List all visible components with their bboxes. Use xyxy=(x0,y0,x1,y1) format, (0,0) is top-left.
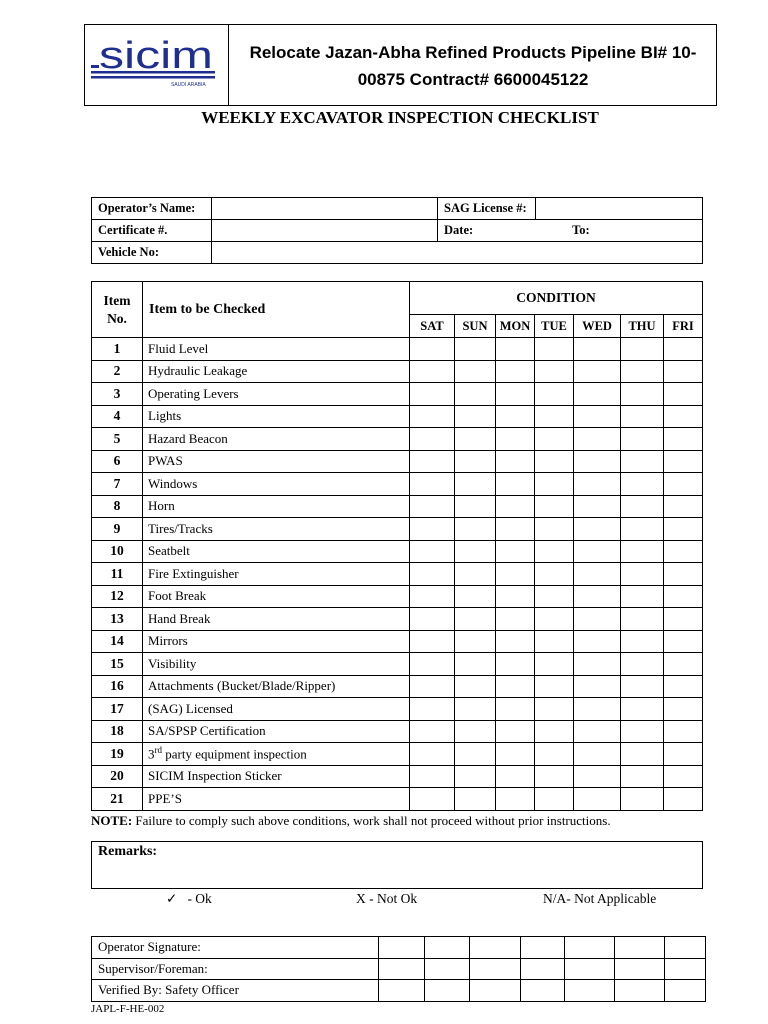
checklist-row xyxy=(92,450,703,473)
condition-cell-sat[interactable] xyxy=(410,405,455,428)
condition-cell-sat[interactable] xyxy=(410,473,455,496)
item-label: Hydraulic Leakage xyxy=(143,360,410,383)
item-number: 13 xyxy=(92,608,143,631)
signature-table xyxy=(91,936,706,1002)
condition-cell-tue[interactable] xyxy=(535,765,574,788)
signature-row xyxy=(92,958,706,980)
condition-cell-sun[interactable] xyxy=(455,585,496,608)
vehicle-field[interactable] xyxy=(212,242,703,264)
condition-cell-wed[interactable] xyxy=(574,608,621,631)
checklist-row xyxy=(92,698,703,721)
condition-cell-mon[interactable] xyxy=(496,675,535,698)
item-number: 5 xyxy=(92,428,143,451)
remarks-label: Remarks: xyxy=(98,844,158,859)
condition-cell-tue[interactable] xyxy=(535,450,574,473)
condition-cell-thu[interactable] xyxy=(621,518,664,541)
condition-cell-sun[interactable] xyxy=(455,360,496,383)
checklist-row xyxy=(92,720,703,743)
sicim-logo-icon xyxy=(91,35,221,97)
item-number: 1 xyxy=(92,338,143,361)
signature-cell[interactable] xyxy=(564,937,614,959)
item-number: 16 xyxy=(92,675,143,698)
signature-cell[interactable] xyxy=(424,937,470,959)
sag-license-field[interactable] xyxy=(536,198,703,220)
condition-cell-tue[interactable] xyxy=(535,360,574,383)
checklist-row xyxy=(92,608,703,631)
day-header-fri: FRI xyxy=(664,315,703,338)
signature-cell[interactable] xyxy=(379,958,425,980)
item-label: Hazard Beacon xyxy=(143,428,410,451)
condition-cell-thu[interactable] xyxy=(621,360,664,383)
condition-cell-tue[interactable] xyxy=(535,630,574,653)
condition-cell-mon[interactable] xyxy=(496,428,535,451)
condition-cell-wed[interactable] xyxy=(574,450,621,473)
condition-cell-fri[interactable] xyxy=(664,428,703,451)
condition-cell-fri[interactable] xyxy=(664,630,703,653)
condition-cell-sat[interactable] xyxy=(410,450,455,473)
condition-cell-sat[interactable] xyxy=(410,788,455,811)
condition-cell-wed[interactable] xyxy=(574,585,621,608)
condition-cell-wed[interactable] xyxy=(574,495,621,518)
condition-cell-wed[interactable] xyxy=(574,630,621,653)
condition-cell-tue[interactable] xyxy=(535,788,574,811)
condition-cell-fri[interactable] xyxy=(664,765,703,788)
item-label: Seatbelt xyxy=(143,540,410,563)
signature-cell[interactable] xyxy=(520,980,564,1002)
checklist-row xyxy=(92,338,703,361)
signature-cell[interactable] xyxy=(424,980,470,1002)
condition-cell-wed[interactable] xyxy=(574,428,621,451)
condition-cell-thu[interactable] xyxy=(621,450,664,473)
condition-cell-sun[interactable] xyxy=(455,630,496,653)
condition-cell-thu[interactable] xyxy=(621,338,664,361)
note-text: NOTE: Failure to comply such above conditions, work shall not proceed without prior instructions. xyxy=(91,813,611,828)
item-number: 11 xyxy=(92,563,143,586)
item-number: 14 xyxy=(92,630,143,653)
sag-license-label: SAG License #: xyxy=(438,198,536,220)
inspection-checklist-table xyxy=(91,281,703,811)
condition-cell-fri[interactable] xyxy=(664,360,703,383)
operator-name-label: Operator’s Name: xyxy=(92,198,212,220)
svg-text:sicim: sicim xyxy=(99,35,213,77)
condition-cell-sun[interactable] xyxy=(455,698,496,721)
remarks-box[interactable] xyxy=(91,841,703,889)
project-title: Relocate Jazan-Abha Refined Products Pipeline BI# 10- 00875 Contract# 6600045122 xyxy=(249,43,697,89)
condition-cell-sat[interactable] xyxy=(410,563,455,586)
item-label: (SAG) Licensed xyxy=(143,698,410,721)
signature-cell[interactable] xyxy=(379,937,425,959)
condition-cell-mon[interactable] xyxy=(496,720,535,743)
condition-cell-sun[interactable] xyxy=(455,495,496,518)
condition-cell-fri[interactable] xyxy=(664,608,703,631)
condition-cell-sat[interactable] xyxy=(410,383,455,406)
item-label: Mirrors xyxy=(143,630,410,653)
condition-cell-sat[interactable] xyxy=(410,540,455,563)
condition-cell-wed[interactable] xyxy=(574,405,621,428)
condition-cell-wed[interactable] xyxy=(574,765,621,788)
checklist-row xyxy=(92,675,703,698)
condition-cell-mon[interactable] xyxy=(496,360,535,383)
signature-cell[interactable] xyxy=(520,958,564,980)
signature-cell[interactable] xyxy=(665,937,706,959)
condition-cell-wed[interactable] xyxy=(574,518,621,541)
signature-cell[interactable] xyxy=(379,980,425,1002)
condition-cell-sat[interactable] xyxy=(410,360,455,383)
condition-cell-sun[interactable] xyxy=(455,788,496,811)
condition-cell-sat[interactable] xyxy=(410,495,455,518)
to-label: To: xyxy=(572,223,590,237)
svg-text:SAUDI ARABIA: SAUDI ARABIA xyxy=(171,82,206,88)
certificate-field[interactable] xyxy=(212,220,438,242)
condition-cell-fri[interactable] xyxy=(664,720,703,743)
item-label: 3rd party equipment inspection xyxy=(143,743,410,766)
condition-cell-sun[interactable] xyxy=(455,608,496,631)
condition-cell-sun[interactable] xyxy=(455,450,496,473)
condition-cell-thu[interactable] xyxy=(621,383,664,406)
condition-cell-tue[interactable] xyxy=(535,698,574,721)
condition-cell-thu[interactable] xyxy=(621,720,664,743)
condition-cell-fri[interactable] xyxy=(664,585,703,608)
signature-cell[interactable] xyxy=(424,958,470,980)
condition-cell-tue[interactable] xyxy=(535,585,574,608)
condition-cell-sun[interactable] xyxy=(455,653,496,676)
condition-cell-sun[interactable] xyxy=(455,720,496,743)
item-number: 7 xyxy=(92,473,143,496)
item-label: PPE’S xyxy=(143,788,410,811)
date-range-cell[interactable] xyxy=(438,220,703,242)
condition-cell-mon[interactable] xyxy=(496,765,535,788)
company-logo xyxy=(85,25,229,105)
condition-cell-sun[interactable] xyxy=(455,405,496,428)
condition-cell-thu[interactable] xyxy=(621,428,664,451)
item-no-header: Item No. xyxy=(92,282,143,338)
signature-cell[interactable] xyxy=(470,980,520,1002)
vehicle-label: Vehicle No: xyxy=(92,242,212,264)
condition-cell-mon[interactable] xyxy=(496,608,535,631)
condition-cell-wed[interactable] xyxy=(574,675,621,698)
condition-cell-fri[interactable] xyxy=(664,338,703,361)
signature-cell[interactable] xyxy=(564,958,614,980)
signature-row xyxy=(92,937,706,959)
checklist-row xyxy=(92,495,703,518)
condition-cell-tue[interactable] xyxy=(535,495,574,518)
condition-cell-sun[interactable] xyxy=(455,765,496,788)
condition-cell-fri[interactable] xyxy=(664,495,703,518)
condition-cell-mon[interactable] xyxy=(496,563,535,586)
item-number: 8 xyxy=(92,495,143,518)
checklist-row xyxy=(92,563,703,586)
signature-label: Supervisor/Foreman: xyxy=(92,958,379,980)
checklist-row xyxy=(92,630,703,653)
condition-cell-fri[interactable] xyxy=(664,518,703,541)
condition-cell-thu[interactable] xyxy=(621,765,664,788)
signature-cell[interactable] xyxy=(520,937,564,959)
condition-cell-sat[interactable] xyxy=(410,675,455,698)
item-label: Tires/Tracks xyxy=(143,518,410,541)
condition-cell-mon[interactable] xyxy=(496,518,535,541)
item-label: Attachments (Bucket/Blade/Ripper) xyxy=(143,675,410,698)
item-number: 9 xyxy=(92,518,143,541)
condition-cell-thu[interactable] xyxy=(621,788,664,811)
condition-cell-mon[interactable] xyxy=(496,495,535,518)
condition-cell-fri[interactable] xyxy=(664,675,703,698)
condition-cell-thu[interactable] xyxy=(621,585,664,608)
item-label: Lights xyxy=(143,405,410,428)
item-number: 20 xyxy=(92,765,143,788)
signature-label: Verified By: Safety Officer xyxy=(92,980,379,1002)
legend-not-applicable: N/A- Not Applicable xyxy=(543,891,657,906)
condition-cell-thu[interactable] xyxy=(621,405,664,428)
checklist-row xyxy=(92,788,703,811)
day-header-thu: THU xyxy=(621,315,664,338)
condition-cell-tue[interactable] xyxy=(535,428,574,451)
legend-ok: ✓ - Ok xyxy=(166,891,212,906)
condition-cell-sun[interactable] xyxy=(455,675,496,698)
item-label: Visibility xyxy=(143,653,410,676)
signature-cell[interactable] xyxy=(665,980,706,1002)
item-label: SA/SPSP Certification xyxy=(143,720,410,743)
document-header xyxy=(84,24,717,106)
condition-cell-thu[interactable] xyxy=(621,675,664,698)
item-header: Item to be Checked xyxy=(143,282,410,338)
condition-cell-fri[interactable] xyxy=(664,698,703,721)
item-number: 15 xyxy=(92,653,143,676)
condition-cell-tue[interactable] xyxy=(535,540,574,563)
condition-cell-mon[interactable] xyxy=(496,405,535,428)
condition-cell-tue[interactable] xyxy=(535,608,574,631)
condition-cell-thu[interactable] xyxy=(621,630,664,653)
item-number: 10 xyxy=(92,540,143,563)
condition-cell-thu[interactable] xyxy=(621,653,664,676)
operator-name-field[interactable] xyxy=(212,198,438,220)
day-header-wed: WED xyxy=(574,315,621,338)
condition-cell-fri[interactable] xyxy=(664,383,703,406)
condition-cell-sat[interactable] xyxy=(410,653,455,676)
signature-cell[interactable] xyxy=(665,958,706,980)
day-header-tue: TUE xyxy=(535,315,574,338)
condition-cell-fri[interactable] xyxy=(664,405,703,428)
checklist-row xyxy=(92,743,703,766)
condition-cell-sun[interactable] xyxy=(455,473,496,496)
condition-cell-sat[interactable] xyxy=(410,720,455,743)
checklist-row xyxy=(92,585,703,608)
condition-cell-fri[interactable] xyxy=(664,653,703,676)
condition-cell-fri[interactable] xyxy=(664,540,703,563)
condition-cell-fri[interactable] xyxy=(664,450,703,473)
condition-cell-sat[interactable] xyxy=(410,338,455,361)
condition-cell-sat[interactable] xyxy=(410,518,455,541)
item-number: 3 xyxy=(92,383,143,406)
condition-cell-wed[interactable] xyxy=(574,698,621,721)
item-number: 2 xyxy=(92,360,143,383)
condition-cell-mon[interactable] xyxy=(496,450,535,473)
condition-cell-sat[interactable] xyxy=(410,765,455,788)
condition-cell-wed[interactable] xyxy=(574,563,621,586)
condition-cell-fri[interactable] xyxy=(664,563,703,586)
condition-cell-fri[interactable] xyxy=(664,743,703,766)
condition-cell-mon[interactable] xyxy=(496,630,535,653)
certificate-label: Certificate #. xyxy=(92,220,212,242)
signature-cell[interactable] xyxy=(614,980,664,1002)
condition-cell-tue[interactable] xyxy=(535,720,574,743)
item-number: 18 xyxy=(92,720,143,743)
condition-cell-mon[interactable] xyxy=(496,698,535,721)
condition-cell-thu[interactable] xyxy=(621,743,664,766)
condition-cell-sat[interactable] xyxy=(410,698,455,721)
condition-cell-thu[interactable] xyxy=(621,563,664,586)
day-header-sun: SUN xyxy=(455,315,496,338)
condition-cell-thu[interactable] xyxy=(621,495,664,518)
checklist-row xyxy=(92,383,703,406)
checklist-row xyxy=(92,653,703,676)
item-label: Fire Extinguisher xyxy=(143,563,410,586)
condition-cell-mon[interactable] xyxy=(496,743,535,766)
condition-cell-wed[interactable] xyxy=(574,473,621,496)
condition-cell-mon[interactable] xyxy=(496,540,535,563)
checklist-row xyxy=(92,540,703,563)
condition-cell-tue[interactable] xyxy=(535,675,574,698)
item-number: 12 xyxy=(92,585,143,608)
item-number: 21 xyxy=(92,788,143,811)
condition-cell-sun[interactable] xyxy=(455,383,496,406)
item-label: Horn xyxy=(143,495,410,518)
condition-cell-wed[interactable] xyxy=(574,720,621,743)
condition-cell-tue[interactable] xyxy=(535,518,574,541)
condition-cell-wed[interactable] xyxy=(574,788,621,811)
item-label: Windows xyxy=(143,473,410,496)
condition-cell-thu[interactable] xyxy=(621,540,664,563)
signature-cell[interactable] xyxy=(470,937,520,959)
condition-cell-mon[interactable] xyxy=(496,383,535,406)
condition-cell-fri[interactable] xyxy=(664,788,703,811)
condition-cell-mon[interactable] xyxy=(496,653,535,676)
condition-cell-tue[interactable] xyxy=(535,383,574,406)
condition-cell-sat[interactable] xyxy=(410,585,455,608)
day-header-mon: MON xyxy=(496,315,535,338)
condition-cell-thu[interactable] xyxy=(621,473,664,496)
condition-cell-sun[interactable] xyxy=(455,518,496,541)
condition-cell-sun[interactable] xyxy=(455,338,496,361)
condition-cell-sat[interactable] xyxy=(410,608,455,631)
item-number: 17 xyxy=(92,698,143,721)
item-label: PWAS xyxy=(143,450,410,473)
checklist-row xyxy=(92,765,703,788)
checklist-row xyxy=(92,428,703,451)
condition-cell-mon[interactable] xyxy=(496,788,535,811)
condition-cell-mon[interactable] xyxy=(496,473,535,496)
condition-cell-tue[interactable] xyxy=(535,653,574,676)
signature-cell[interactable] xyxy=(614,937,664,959)
item-label: Hand Break xyxy=(143,608,410,631)
condition-cell-thu[interactable] xyxy=(621,698,664,721)
condition-cell-tue[interactable] xyxy=(535,563,574,586)
condition-cell-wed[interactable] xyxy=(574,338,621,361)
item-number: 6 xyxy=(92,450,143,473)
signature-cell[interactable] xyxy=(564,980,614,1002)
signature-row xyxy=(92,980,706,1002)
condition-cell-mon[interactable] xyxy=(496,585,535,608)
item-number: 4 xyxy=(92,405,143,428)
document-title: WEEKLY EXCAVATOR INSPECTION CHECKLIST xyxy=(201,108,599,127)
legend-not-ok: X - Not Ok xyxy=(356,891,418,906)
checklist-row xyxy=(92,473,703,496)
form-code: JAPL-F-HE-002 xyxy=(91,1003,165,1015)
item-label: SICIM Inspection Sticker xyxy=(143,765,410,788)
operator-info-table xyxy=(91,197,703,264)
condition-cell-wed[interactable] xyxy=(574,653,621,676)
condition-cell-tue[interactable] xyxy=(535,338,574,361)
signature-cell[interactable] xyxy=(470,958,520,980)
condition-cell-sat[interactable] xyxy=(410,630,455,653)
checkmark-icon: ✓ xyxy=(166,891,178,906)
item-label: Fluid Level xyxy=(143,338,410,361)
condition-cell-mon[interactable] xyxy=(496,338,535,361)
condition-cell-sat[interactable] xyxy=(410,743,455,766)
condition-cell-tue[interactable] xyxy=(535,473,574,496)
item-label: Operating Levers xyxy=(143,383,410,406)
checklist-row xyxy=(92,360,703,383)
condition-cell-sun[interactable] xyxy=(455,540,496,563)
day-header-sat: SAT xyxy=(410,315,455,338)
signature-cell[interactable] xyxy=(614,958,664,980)
condition-cell-thu[interactable] xyxy=(621,608,664,631)
condition-cell-fri[interactable] xyxy=(664,473,703,496)
condition-cell-wed[interactable] xyxy=(574,383,621,406)
condition-cell-wed[interactable] xyxy=(574,540,621,563)
condition-cell-sun[interactable] xyxy=(455,743,496,766)
condition-cell-sun[interactable] xyxy=(455,563,496,586)
condition-cell-wed[interactable] xyxy=(574,360,621,383)
condition-cell-tue[interactable] xyxy=(535,743,574,766)
item-number: 19 xyxy=(92,743,143,766)
item-label: Foot Break xyxy=(143,585,410,608)
condition-cell-sat[interactable] xyxy=(410,428,455,451)
checklist-row xyxy=(92,405,703,428)
checklist-row xyxy=(92,518,703,541)
condition-cell-tue[interactable] xyxy=(535,405,574,428)
condition-header: CONDITION xyxy=(410,282,703,315)
condition-cell-wed[interactable] xyxy=(574,743,621,766)
condition-cell-sun[interactable] xyxy=(455,428,496,451)
date-label: Date: xyxy=(444,223,474,237)
signature-label: Operator Signature: xyxy=(92,937,379,959)
